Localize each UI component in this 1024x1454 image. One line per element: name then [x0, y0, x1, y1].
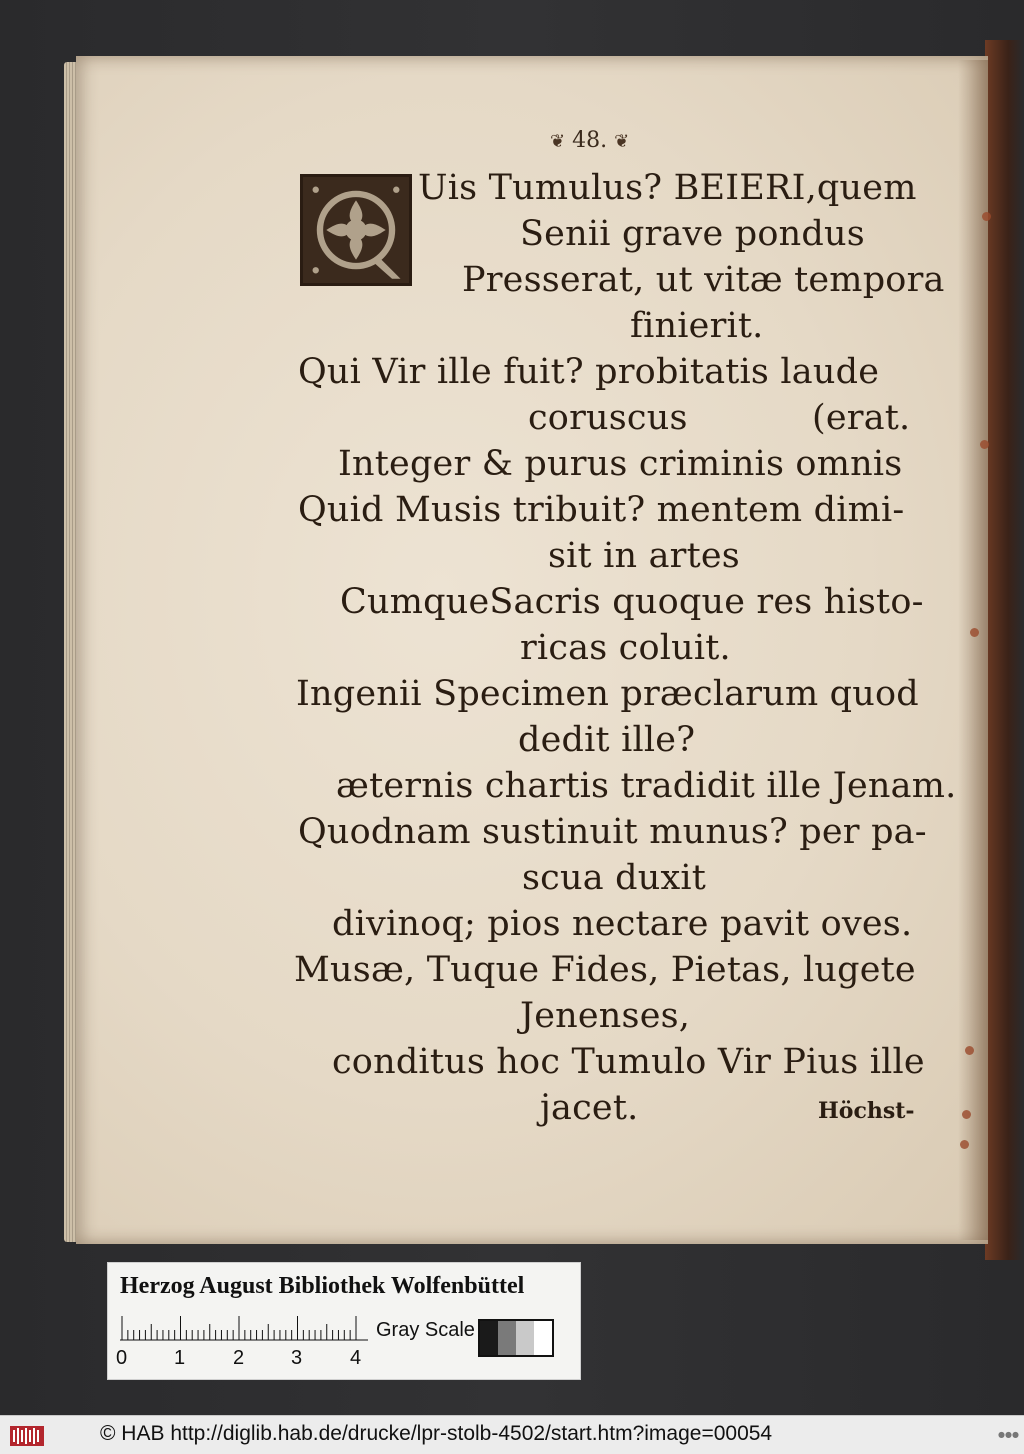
- page-number-value: 48.: [572, 128, 608, 153]
- drop-cap-letter: [303, 177, 304, 178]
- poem-line: Quodnam sustinuit munus? per pa-: [298, 812, 927, 852]
- poem-line: Musæ, Tuque Fides, Pietas, lugete: [294, 950, 916, 990]
- poem-line: Quid Musis tribuit? mentem dimi-: [298, 490, 905, 530]
- fleuron-left-icon: ❦: [550, 131, 566, 152]
- poem-line: Senii grave pondus: [520, 214, 865, 254]
- poem-line: divinoq; pios nectare pavit oves.: [332, 904, 913, 944]
- poem-line: dedit ille?: [518, 720, 696, 760]
- page-number: [550, 128, 629, 153]
- poem-line: æternis chartis tradidit ille Jenam.: [336, 766, 957, 806]
- ruler-number: 2: [233, 1347, 245, 1369]
- decorated-initial-q: [300, 174, 412, 286]
- gray-scale-label: Gray Scale: [376, 1319, 475, 1341]
- gray-swatch: [534, 1321, 552, 1355]
- poem-line: scua duxit: [522, 858, 707, 898]
- color-calibration-card: [107, 1262, 581, 1380]
- poem-line: Ingenii Specimen præclarum quod: [296, 674, 919, 714]
- ruler-number: 4: [350, 1347, 362, 1369]
- footer-dots-icon: ●●●: [998, 1430, 1019, 1439]
- ruler-number: 1: [174, 1347, 186, 1369]
- poem-line: Uis Tumulus? BEIERI,quem: [418, 168, 917, 208]
- fleuron-right-icon: ❦: [614, 131, 630, 152]
- gray-scale-swatch: [478, 1319, 554, 1357]
- poem-line: ricas coluit.: [520, 628, 731, 668]
- viewer-footer: [0, 1415, 1024, 1454]
- poem-line: Qui Vir ille fuit? probitatis laude: [298, 352, 880, 392]
- poem-line: coruscus: [528, 398, 688, 438]
- card-title: Herzog August Bibliothek Wolfenbüttel: [120, 1273, 525, 1299]
- gray-swatch: [516, 1321, 534, 1355]
- poem-line: sit in artes: [548, 536, 740, 576]
- ruler-icon: [120, 1315, 368, 1341]
- poem-line: finierit.: [630, 306, 764, 346]
- poem-line: CumqueSacris quoque res histo-: [340, 582, 924, 622]
- ruler-number: 3: [291, 1347, 303, 1369]
- hab-logo-icon: [10, 1426, 44, 1446]
- gray-swatch: [480, 1321, 498, 1355]
- poem-line: Presserat, ut vitæ tempora: [462, 260, 945, 300]
- poem-line: (erat.: [812, 398, 911, 438]
- gray-swatch: [498, 1321, 516, 1355]
- copyright-url[interactable]: © HAB http://diglib.hab.de/drucke/lpr-stolb-4502/start.htm?image=00054: [100, 1422, 773, 1445]
- ruler-scale: [116, 1347, 376, 1369]
- poem-line: jacet.: [540, 1088, 639, 1128]
- ruler-number: 0: [116, 1347, 128, 1369]
- poem-line: Jenenses,: [520, 996, 691, 1036]
- poem-line: conditus hoc Tumulo Vir Pius ille: [332, 1042, 925, 1082]
- catchword: Höchst-: [818, 1098, 915, 1124]
- poem-line: Integer & purus criminis omnis: [338, 444, 903, 484]
- ornament-initial-icon: [303, 177, 409, 283]
